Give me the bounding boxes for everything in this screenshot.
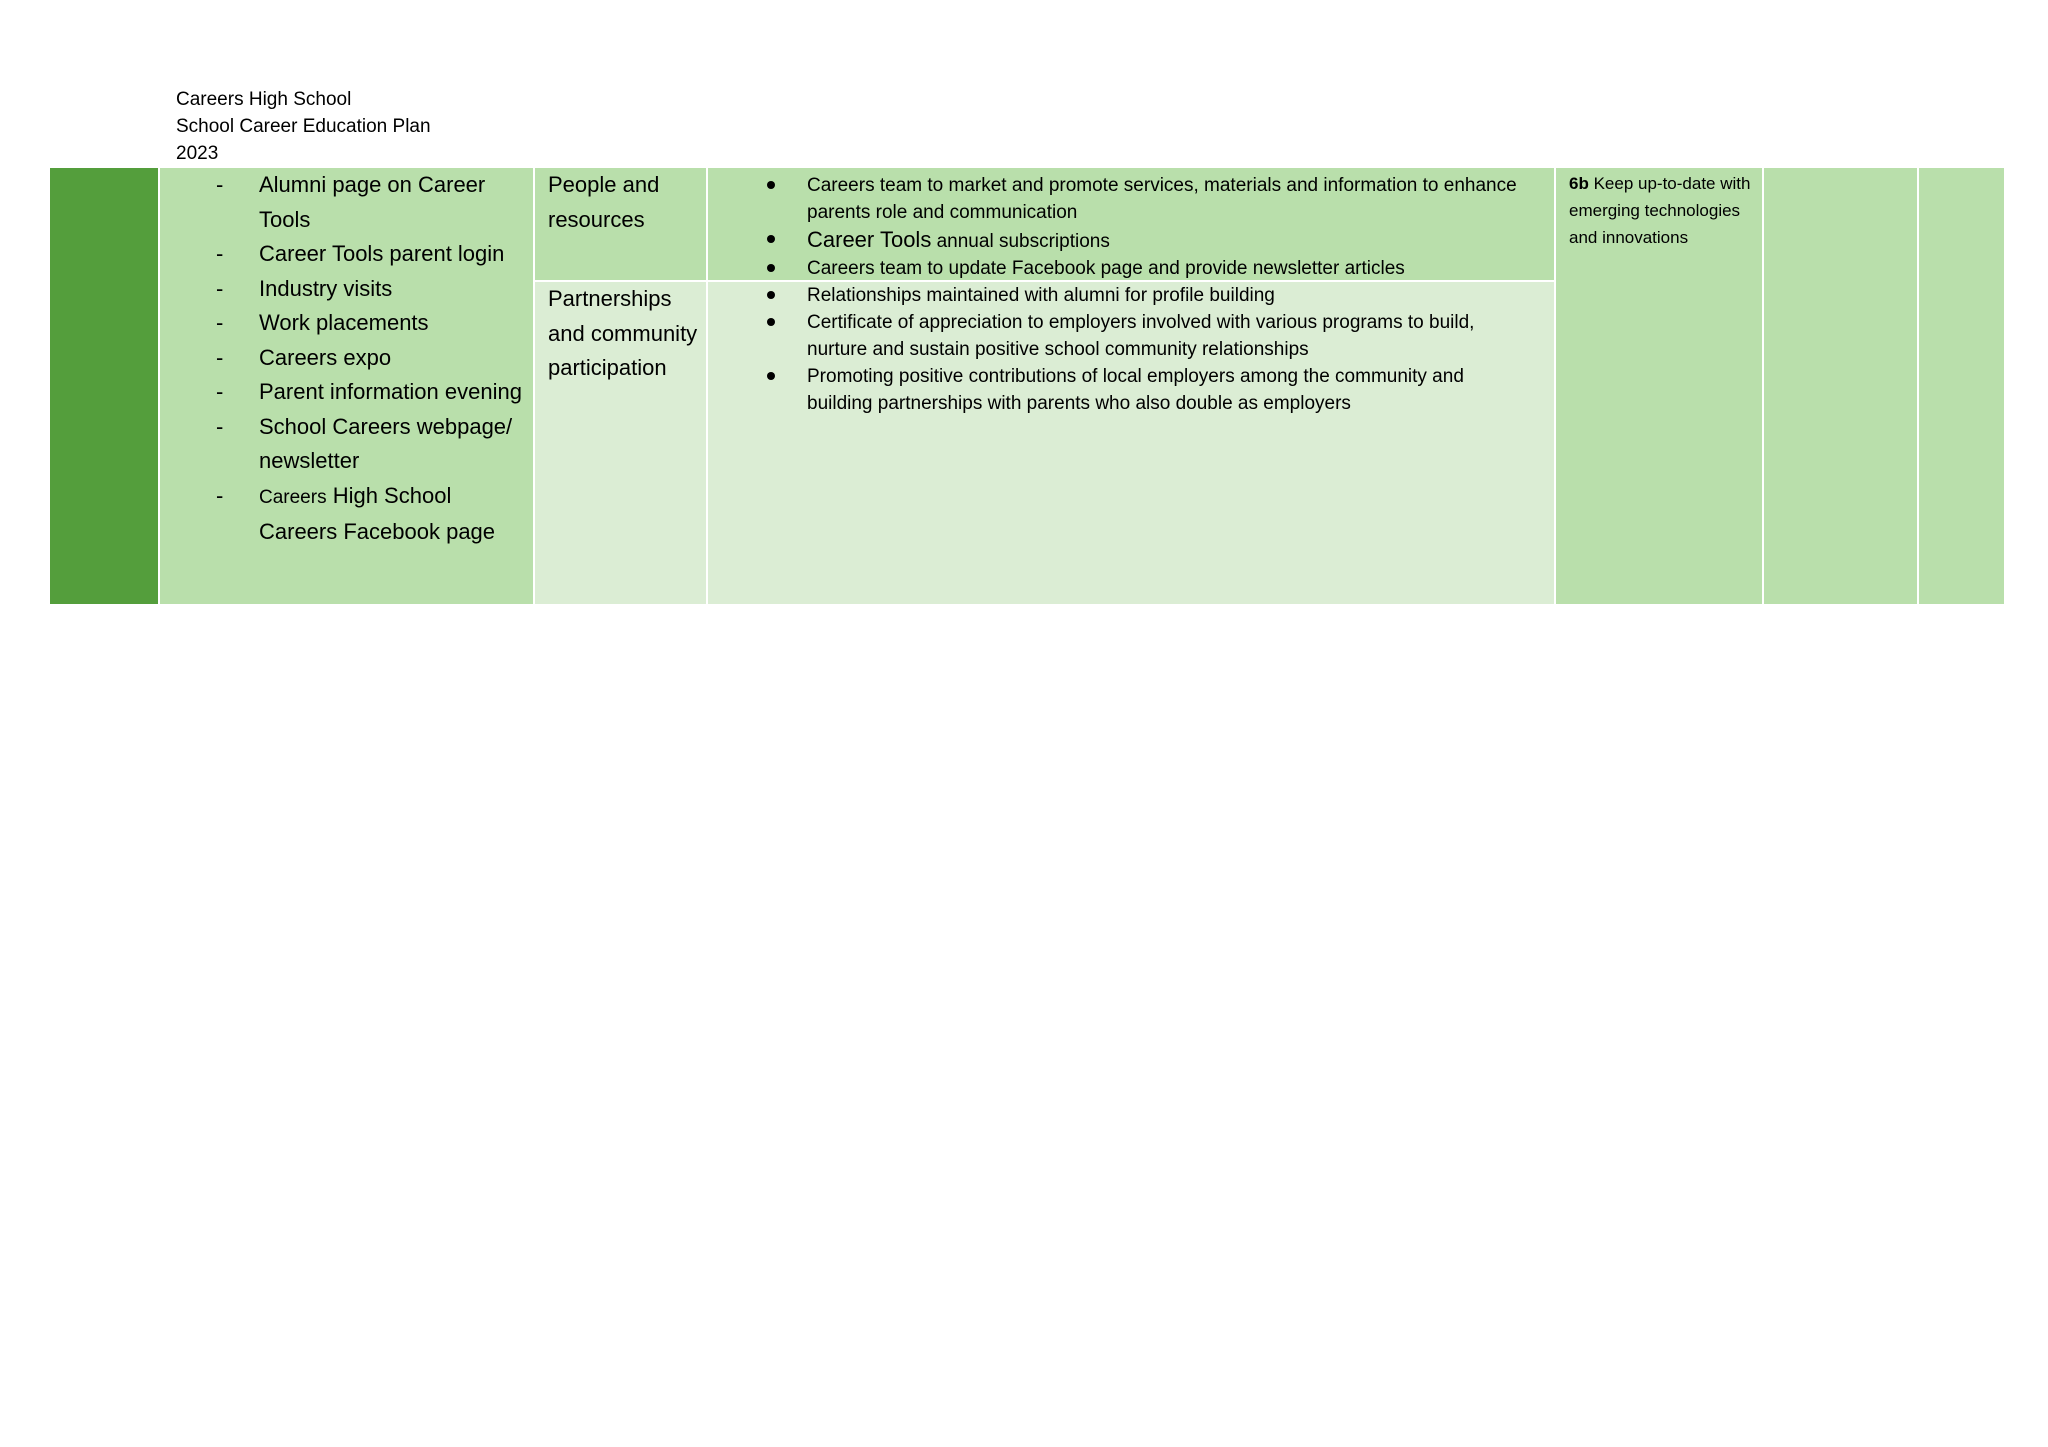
empty-cell <box>1919 168 2004 604</box>
list-item: Career Tools annual subscriptions <box>708 226 1554 255</box>
partnership-actions-cell <box>708 282 1554 604</box>
outcome-cell <box>1556 168 1762 604</box>
partnership-actions <box>708 282 1554 417</box>
bullet-icon <box>767 235 775 243</box>
category-label: Partnerships and community participation <box>548 286 698 380</box>
bullet-icon <box>767 372 775 380</box>
list-item: - Career Tools parent login <box>216 241 505 266</box>
list-item: - Careers expo <box>216 344 392 370</box>
list-item: Careers team to market and promote services, materials and information to enhance parents role and communication <box>708 172 1554 226</box>
list-item: - Work placements <box>216 310 429 335</box>
outcome-description: Keep up-to-date with emerging technologies and innovations <box>1569 174 1751 247</box>
bullet-icon <box>767 264 775 272</box>
empty-cell <box>1764 168 1917 604</box>
bullet-icon <box>767 181 775 189</box>
school-name: Careers High School <box>176 89 352 110</box>
plan-title: School Career Education Plan <box>176 116 431 137</box>
plan-year: 2023 <box>176 143 219 164</box>
activities-list <box>160 168 533 550</box>
activities-cell <box>160 168 533 604</box>
list-item: - Parent information evening <box>216 379 522 404</box>
list-item: Careers team to update Facebook page and provide newsletter articles <box>708 255 1554 282</box>
page-header <box>176 86 431 167</box>
list-item: - Industry visits <box>216 275 393 301</box>
plan-table <box>50 168 2004 604</box>
section-color-strip <box>50 168 158 604</box>
list-item: Promoting positive contributions of local employers among the community and building partnerships with parents who also double as employers <box>708 363 1554 417</box>
outcome-code: 6b <box>1569 174 1589 193</box>
list-item: Relationships maintained with alumni for profile building <box>708 282 1554 309</box>
category-partnerships <box>535 282 706 604</box>
list-item: - Careers High School Careers Facebook page <box>216 482 496 544</box>
outcome-text <box>1569 170 1754 251</box>
category-people-resources <box>535 168 706 280</box>
list-item: - School Careers webpage/ newsletter <box>216 413 513 473</box>
list-item: Certificate of appreciation to employers involved with various programs to build, nurture and sustain positive school community relationships <box>708 309 1554 363</box>
people-resources-actions <box>708 168 1554 282</box>
bullet-icon <box>767 318 775 326</box>
bullet-icon <box>767 291 775 299</box>
list-item: - Alumni page on Career Tools <box>216 172 486 232</box>
category-label: People and resources <box>548 172 660 232</box>
people-resources-actions-cell <box>708 168 1554 280</box>
